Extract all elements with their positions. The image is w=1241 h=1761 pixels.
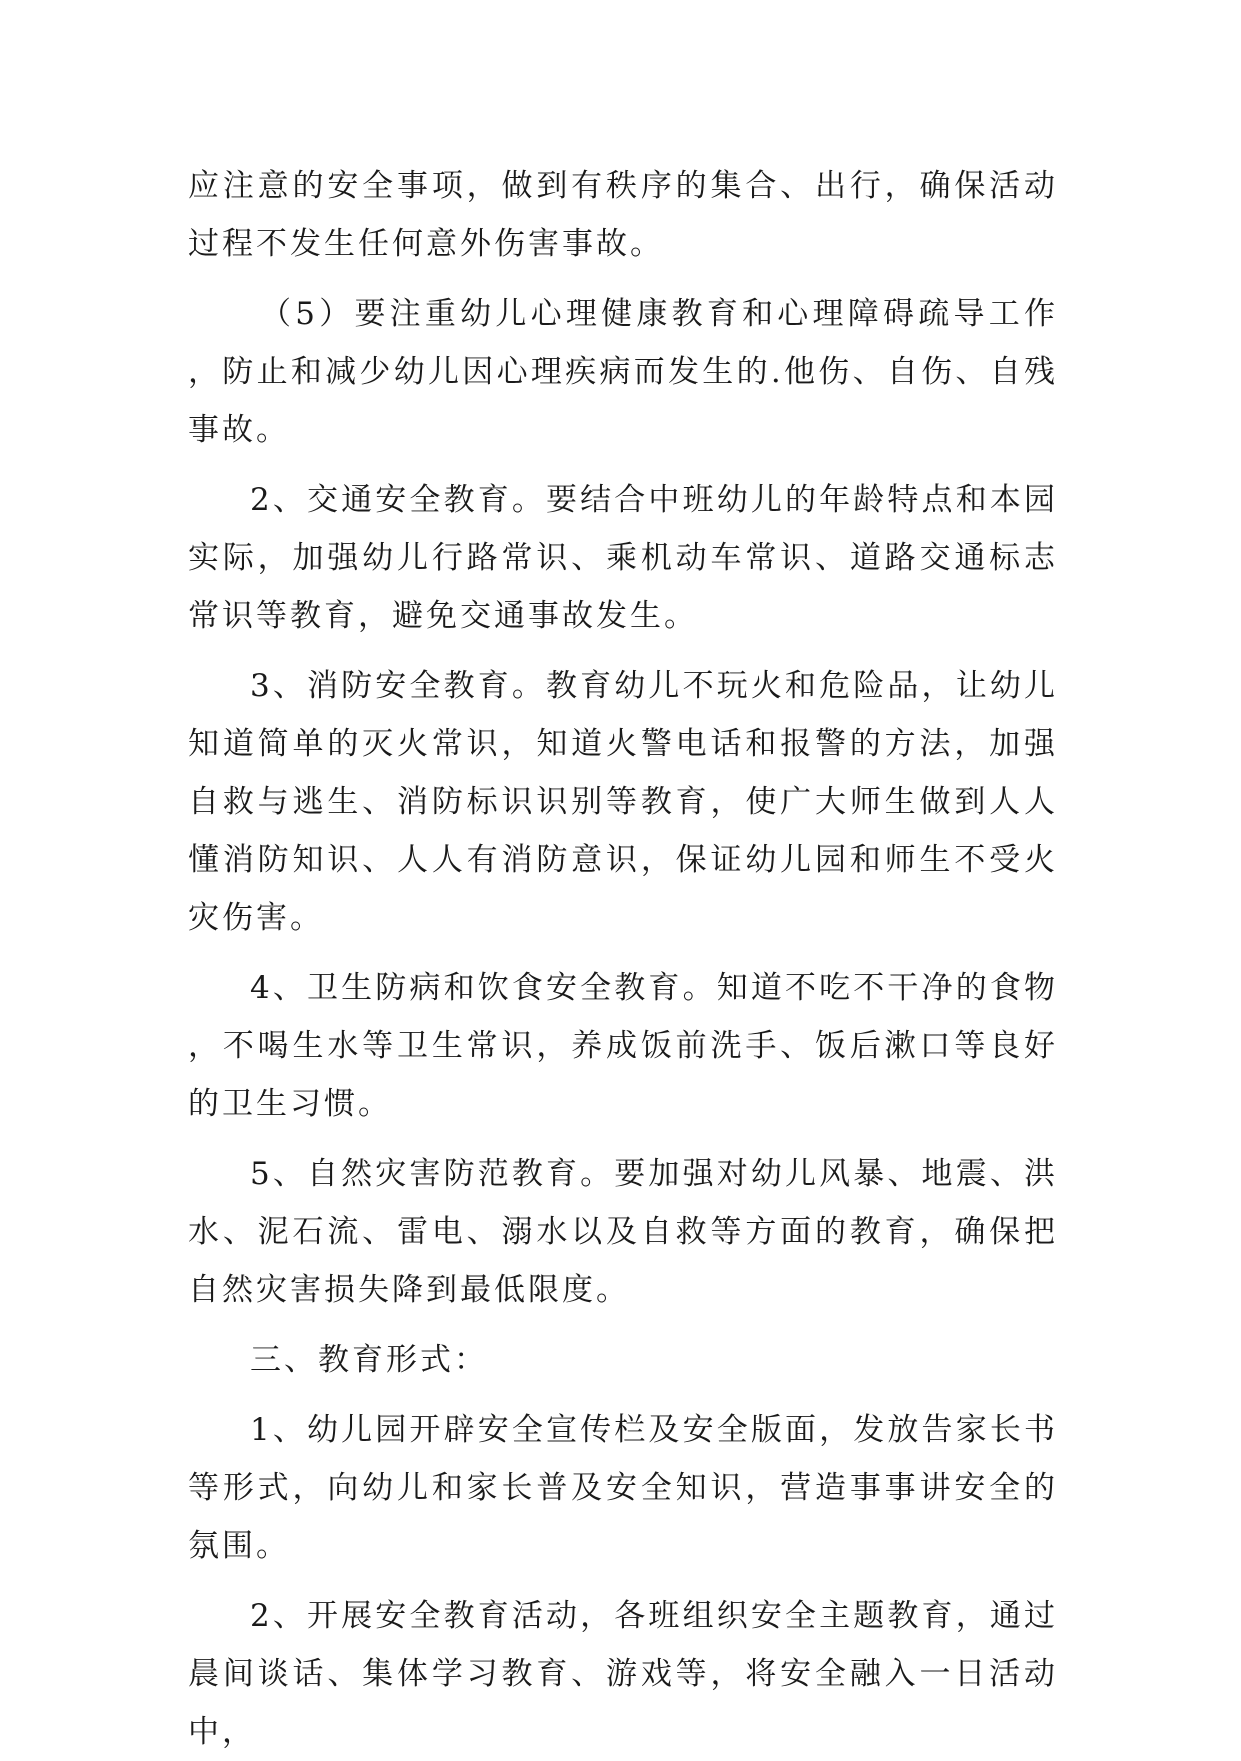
- paragraph-item-5: （5）要注重幼儿心理健康教育和心理障碍疏导工作，防止和减少幼儿因心理疾病而发生的.他伤、自伤、自残事故。: [188, 296, 1058, 448]
- paragraph-traffic-safety: 2、交通安全教育。要结合中班幼儿的年龄特点和本园实际，加强幼儿行路常识、乘机动车常识、道路交通标志常识等教育，避免交通事故发生。: [188, 482, 1058, 634]
- paragraph-fire-safety: 3、消防安全教育。教育幼儿不玩火和危险品，让幼儿知道简单的灭火常识，知道火警电话和报警的方法，加强自救与逃生、消防标识识别等教育，使广大师生做到人人懂消防知识、人人有消防意识，保证幼儿园和师生不受火灾伤害。: [188, 668, 1058, 936]
- paragraph-natural-disaster: 5、自然灾害防范教育。要加强对幼儿风暴、地震、洪水、泥石流、雷电、溺水以及自救等方面的教育，确保把自然灾害损失降到最低限度。: [188, 1156, 1058, 1308]
- section-heading-education-forms: 三、教育形式：: [250, 1342, 488, 1378]
- paragraph-hygiene-food-safety: 4、卫生防病和饮食安全教育。知道不吃不干净的食物，不喝生水等卫生常识，养成饭前洗手、饭后漱口等良好的卫生习惯。: [188, 970, 1058, 1122]
- paragraph-publicity-board: 1、幼儿园开辟安全宣传栏及安全版面，发放告家长书等形式，向幼儿和家长普及安全知识，营造事事讲安全的氛围。: [188, 1412, 1058, 1564]
- document-body: [188, 157, 1058, 1761]
- paragraph-continuation: 应注意的安全事项，做到有秩序的集合、出行，确保活动过程不发生任何意外伤害事故。: [188, 168, 1058, 262]
- paragraph-education-activities: 2、开展安全教育活动，各班组织安全主题教育，通过晨间谈话、集体学习教育、游戏等，将安全融入一日活动中，: [188, 1598, 1058, 1750]
